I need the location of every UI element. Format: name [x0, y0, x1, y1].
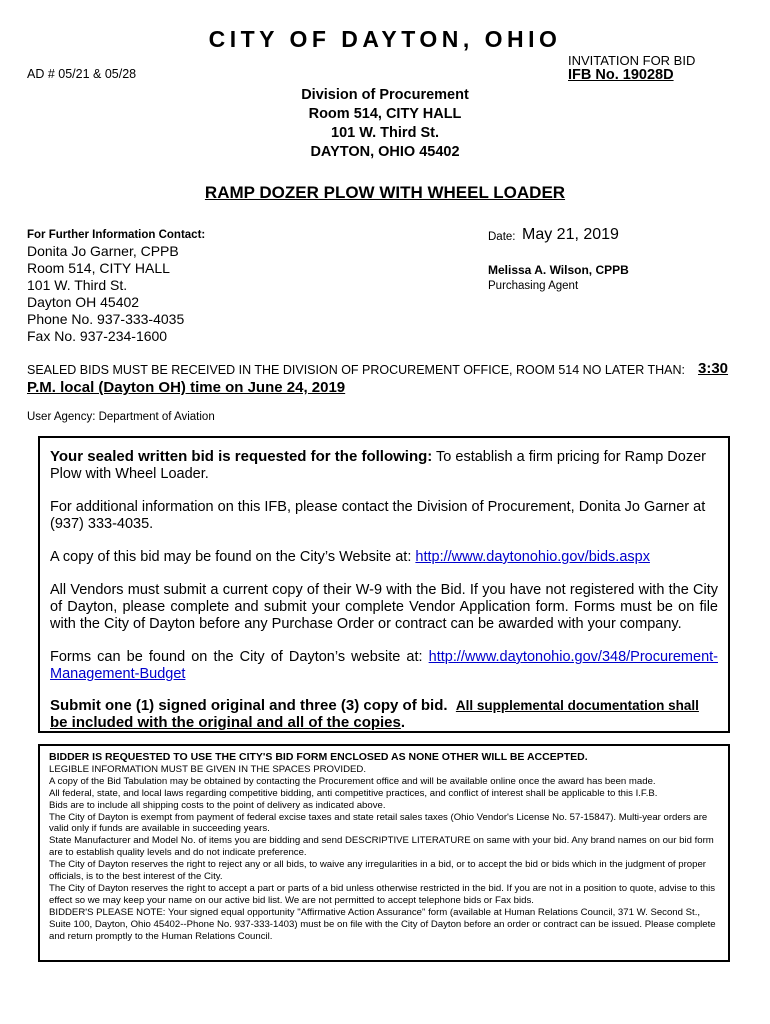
ifb-number: IFB No. 19028D [568, 67, 674, 83]
forms-text: Forms can be found on the City of Dayton’s website at: [50, 649, 429, 665]
contact-line: Fax No. 937-234-1600 [27, 328, 168, 344]
city-title: CITY OF DAYTON, OHIO [208, 26, 562, 52]
contact-line: Donita Jo Garner, CPPB [27, 243, 179, 259]
contact-line: 101 W. Third St. [27, 277, 128, 293]
terms-line: LEGIBLE INFORMATION MUST BE GIVEN IN THE SPACES PROVIDED. [49, 763, 367, 775]
bid-request-box [38, 436, 730, 733]
sealed-bids-notice: SEALED BIDS MUST BE RECEIVED IN THE DIVISION OF PROCUREMENT OFFICE, ROOM 514 NO LATER THAN: [27, 363, 685, 377]
deadline-time: 3:30 [698, 360, 729, 377]
terms-line: The City of Dayton reserves the right to reject any or all bids, to waive any irregularities in a bid, or to accept the bid or bids which in the judgment of proper officials, is to the best interest of the City. [49, 859, 706, 883]
bid-request-lead: Your sealed written bid is requested for the following: [50, 448, 433, 465]
terms-line: The City of Dayton reserves the right to accept a part or parts of a bid unless otherwise restricted in the bid. If you are not in a position to quote, advise to this effect so we may keep your name on our active bid list. We are not permitted to accept telephone bids or Fax bids. [49, 882, 716, 906]
document-title: RAMP DOZER PLOW WITH WHEEL LOADER [204, 183, 566, 202]
terms-line: A copy of the Bid Tabulation may be obtained by contacting the Procurement office and will be available online once the award has been made. [49, 775, 656, 787]
terms-line: Bids are to include all shipping costs to the point of delivery as indicated above. [49, 799, 386, 811]
contact-line: Room 514, CITY HALL [27, 260, 170, 276]
submit-instructions [50, 697, 718, 731]
submit-end: . [400, 714, 406, 731]
contact-details [27, 243, 184, 345]
forms-website-link[interactable]: http://www.daytonohio.gov/348/Procurement-Management-Budget [50, 649, 718, 682]
ad-number: AD # 05/21 & 05/28 [27, 67, 137, 81]
date-value: May 21, 2019 [522, 226, 619, 243]
contact-line: Phone No. 937-333-4035 [27, 311, 185, 327]
contact-line: Dayton OH 45402 [27, 294, 140, 310]
terms-line: The City of Dayton is exempt from payment of federal excise taxes and state retail sales taxes (Ohio Vendor's License No. 57-15847). Multi-year orders are valid only if funds are available in succeeding years. [49, 811, 708, 835]
deadline-date: P.M. local (Dayton OH) time on June 24, 2019 [27, 379, 346, 396]
terms-heading: BIDDER IS REQUESTED TO USE THE CITY'S BID FORM ENCLOSED AS NONE OTHER WILL BE ACCEPTED. [49, 751, 588, 763]
website-text: A copy of this bid may be found on the City’s Website at: [50, 549, 416, 565]
submit-bold: Submit one (1) signed original and three (3) copy of bid. [50, 697, 448, 714]
terms-box [38, 744, 730, 962]
submit-underline-2: be included with the original and all of the copies [50, 714, 401, 731]
division-address [0, 86, 770, 162]
submit-underline-1: All supplemental documentation shall [455, 698, 699, 713]
bid-request-text: To establish a firm pricing for Ramp Dozer Plow with Wheel Loader. [50, 449, 706, 482]
division-line-1: Division of Procurement [301, 87, 469, 103]
agent-name: Melissa A. Wilson, CPPB [488, 263, 629, 277]
invitation-label: INVITATION FOR BID [568, 53, 696, 68]
agent-title: Purchasing Agent [488, 280, 579, 292]
additional-info: For additional information on this IFB, please contact the Division of Procurement, Donita Jo Garner at (937) 333-4035. [50, 499, 706, 532]
date-label: Date: [488, 231, 516, 243]
division-line-2: Room 514, CITY HALL [308, 106, 462, 122]
contact-label: For Further Information Contact: [27, 229, 206, 241]
vendors-notice: All Vendors must submit a current copy of their W-9 with the Bid. If you have not registered with the City of Dayton, please complete and submit your complete Vendor Application form. Forms must be on file with the City of Dayton before any Purchase Order or contract can be awarded with your company. [50, 582, 718, 632]
terms-line: BIDDER'S PLEASE NOTE: Your signed equal opportunity "Affirmative Action Assurance" form (available at Human Relations Council, 371 W. Second St., Suite 100, Dayton, Ohio 45402--Phone No. 937-333-1403) must be on file with the City of Dayton before an order or contract can be issued. Please complete and return promptly to the Human Relations Council. [49, 906, 716, 942]
terms-line: All federal, state, and local laws regarding competitive bidding, anti competitive practices, and conflict of interest shall be applicable to this I.F.B. [49, 787, 658, 799]
division-line-4: DAYTON, OHIO 45402 [310, 144, 460, 160]
division-line-3: 101 W. Third St. [331, 125, 439, 141]
user-agency: User Agency: Department of Aviation [27, 411, 215, 423]
bids-website-link[interactable]: http://www.daytonohio.gov/bids.aspx [415, 549, 650, 565]
terms-line: State Manufacturer and Model No. of items you are bidding and send DESCRIPTIVE LITERATURE on same with your bid. Any brand names on our bid form are to establish quality levels and do not indicate preference. [49, 835, 714, 859]
